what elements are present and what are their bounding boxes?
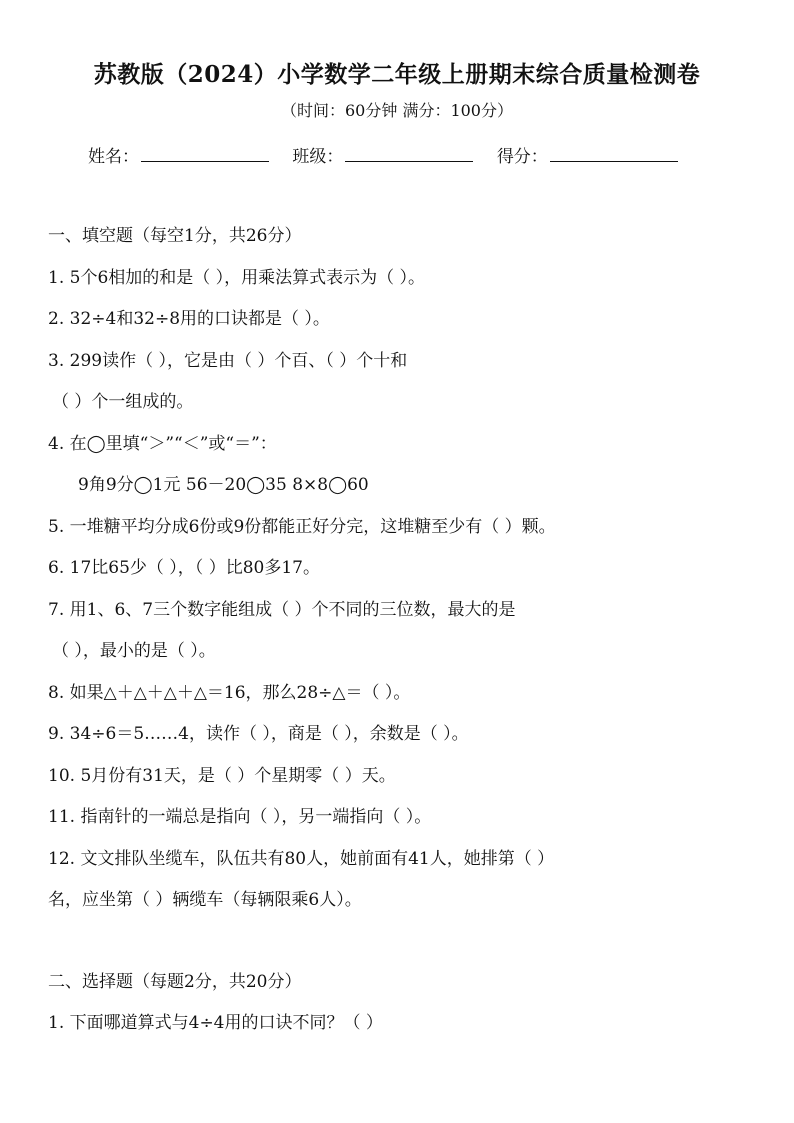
- section-heading-multiple-choice: 二、选择题（每题2分，共20分）: [48, 971, 302, 992]
- question-1: 1. 5个6相加的和是（ ），用乘法算式表示为（ ）。: [48, 267, 426, 288]
- score-blank[interactable]: [550, 145, 678, 162]
- question-6: 6. 17比65少（ ），（ ）比80多17。: [48, 558, 320, 578]
- question-5: 5. 一堆糖平均分成6份或9份都能正好分完，这堆糖至少有（ ）颗。: [48, 516, 556, 537]
- question-9: 9. 34÷6＝5……4，读作（ ），商是（ ），余数是（ ）。: [48, 724, 469, 744]
- question-12-continued: 名，应坐第（ ）辆缆车（每辆限乘6人）。: [48, 890, 362, 910]
- name-label: 姓名：: [88, 147, 139, 167]
- section-spacer: [48, 930, 778, 970]
- question-2: 2. 32÷4和32÷8用的口诀都是（ ）。: [48, 309, 330, 329]
- question-7-continued: （ ），最小的是（ ）。: [52, 641, 216, 661]
- score-field: [497, 142, 678, 167]
- question-8: 8. 如果△＋△＋△＋△＝16，那么28÷△＝（ ）。: [48, 682, 411, 703]
- question-3-continued: （ ）个一组成的。: [52, 392, 194, 412]
- question-4: 4. 在◯里填“＞”“＜”或“＝”：: [48, 433, 277, 454]
- question-11: 11. 指南针的一端总是指向（ ），另一端指向（ ）。: [48, 807, 432, 827]
- exam-subtitle: （时间：60分钟 满分：100分）: [281, 101, 513, 120]
- class-blank[interactable]: [345, 145, 473, 162]
- student-info-row: [88, 142, 696, 167]
- choice-question-1: 1. 下面哪道算式与4÷4用的口诀不同？（ ）: [48, 1013, 383, 1033]
- question-4-comparisons: 9角9分◯1元 56－20◯35 8×8◯60: [78, 475, 369, 495]
- exam-content: [48, 224, 778, 1053]
- class-label: 班级：: [292, 147, 344, 167]
- question-7: 7. 用1、6、7三个数字能组成（ ）个不同的三位数，最大的是: [48, 599, 516, 620]
- section-heading-fill-in: 一、填空题（每空1分，共26分）: [48, 226, 302, 246]
- class-field: [292, 142, 473, 167]
- question-12: 12. 文文排队坐缆车，队伍共有80人，她前面有41人，她排第（ ）: [48, 848, 555, 869]
- exam-title: 苏教版（2024）小学数学二年级上册期末综合质量检测卷: [93, 61, 701, 88]
- question-10: 10. 5月份有31天，是（ ）个星期零（ ）天。: [48, 765, 396, 786]
- name-field: [88, 142, 269, 167]
- question-3: 3. 299读作（ ），它是由（ ）个百、（ ）个十和: [48, 350, 408, 371]
- name-blank[interactable]: [141, 145, 269, 162]
- score-label: 得分：: [496, 147, 548, 167]
